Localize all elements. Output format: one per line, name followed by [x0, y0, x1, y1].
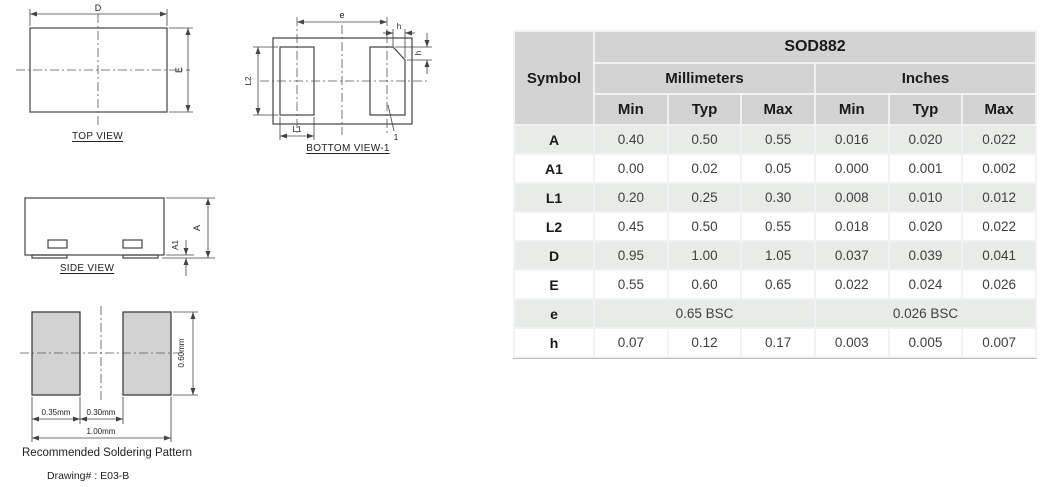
- millimeters-header-cell: Millimeters: [595, 64, 814, 93]
- inches-header-cell: Inches: [816, 64, 1035, 93]
- value-cell: 0.012: [963, 184, 1035, 211]
- value-cell: 0.65: [742, 271, 814, 298]
- dim-label-D: D: [94, 3, 102, 13]
- value-cell: 0.20: [595, 184, 667, 211]
- value-cell: 0.005: [890, 329, 962, 356]
- value-cell: 0.022: [816, 271, 888, 298]
- dim-label-h-top: h: [396, 22, 402, 31]
- dimension-e: [297, 10, 387, 22]
- dimension-D: [30, 3, 167, 26]
- value-cell: 0.25: [669, 184, 741, 211]
- drawing-number: Drawing# : E03-B: [47, 470, 130, 482]
- dim-label-E: E: [174, 66, 184, 74]
- value-cell: 0.039: [890, 242, 962, 269]
- table-row: [515, 213, 1035, 240]
- value-cell: 0.022: [963, 126, 1035, 153]
- foot-right: [123, 255, 158, 258]
- package-body-outline: [25, 198, 164, 255]
- value-cell-span: 0.026 BSC: [816, 300, 1035, 327]
- value-cell: 0.60: [669, 271, 741, 298]
- table-row: [515, 271, 1035, 298]
- value-cell: 0.037: [816, 242, 888, 269]
- value-cell: 0.008: [816, 184, 888, 211]
- value-cell: 0.007: [963, 329, 1035, 356]
- value-cell: 0.003: [816, 329, 888, 356]
- value-cell: 1.00: [669, 242, 741, 269]
- typ-header-cell: Typ: [890, 95, 962, 124]
- value-cell: 0.001: [890, 155, 962, 182]
- value-cell: 0.55: [595, 271, 667, 298]
- symbol-cell: D: [515, 242, 593, 269]
- value-cell: 0.024: [890, 271, 962, 298]
- typ-header-cell: Typ: [669, 95, 741, 124]
- table-row: [515, 184, 1035, 211]
- dim-label-L2: L2: [244, 76, 253, 86]
- symbol-cell: e: [515, 300, 593, 327]
- symbol-cell: A: [515, 126, 593, 153]
- dim-label-e: e: [339, 10, 345, 20]
- max-header-cell: Max: [742, 95, 814, 124]
- max-header-cell: Max: [963, 95, 1035, 124]
- table-row: [515, 155, 1035, 182]
- dim-label-pad-height: 0.60mm: [177, 338, 186, 368]
- value-cell: 1.05: [742, 242, 814, 269]
- value-cell: 0.000: [816, 155, 888, 182]
- value-cell: 0.002: [963, 155, 1035, 182]
- solder-pad-left: [32, 312, 80, 395]
- table-title-row: [515, 32, 1035, 62]
- value-cell: 0.55: [742, 213, 814, 240]
- table-subheader-row: [515, 95, 1035, 124]
- table-row: [515, 329, 1035, 356]
- value-cell: 0.010: [890, 184, 962, 211]
- value-cell: 0.07: [595, 329, 667, 356]
- table-row: [515, 126, 1035, 153]
- value-cell: 0.020: [890, 213, 962, 240]
- value-cell: 0.026: [963, 271, 1035, 298]
- dimension-h-right: [395, 33, 432, 74]
- dim-label-L1: L1: [292, 125, 302, 134]
- dim-label-gap: 0.30mm: [86, 408, 116, 417]
- value-cell: 0.50: [669, 213, 741, 240]
- value-cell: 0.022: [963, 213, 1035, 240]
- value-cell: 0.95: [595, 242, 667, 269]
- dimension-pad-width: [32, 408, 80, 419]
- value-cell: 0.55: [742, 126, 814, 153]
- soldering-pattern-caption: Recommended Soldering Pattern: [22, 447, 193, 459]
- value-cell: 0.020: [890, 126, 962, 153]
- symbol-cell: L1: [515, 184, 593, 211]
- value-cell: 0.02: [669, 155, 741, 182]
- table-row: [515, 300, 1035, 327]
- foot-left: [32, 255, 67, 258]
- top-view-drawing: [10, 2, 210, 132]
- table-units-row: [515, 64, 1035, 93]
- min-header-cell: Min: [595, 95, 667, 124]
- dimension-A: [162, 198, 215, 258]
- dimension-table: [513, 30, 1037, 359]
- pin1-label: 1: [393, 133, 399, 142]
- value-cell-span: 0.65 BSC: [595, 300, 814, 327]
- value-cell: 0.45: [595, 213, 667, 240]
- dim-label-total-width: 1.00mm: [86, 427, 116, 436]
- value-cell: 0.00: [595, 155, 667, 182]
- bottom-view-drawing: [240, 3, 455, 143]
- solder-pad-right: [123, 312, 171, 395]
- value-cell: 0.041: [963, 242, 1035, 269]
- dimension-table-container: [513, 30, 1037, 359]
- value-cell: 0.12: [669, 329, 741, 356]
- symbol-cell: A1: [515, 155, 593, 182]
- symbol-header-cell: Symbol: [515, 32, 593, 124]
- value-cell: 0.50: [669, 126, 741, 153]
- package-title-cell: SOD882: [595, 32, 1035, 62]
- min-header-cell: Min: [816, 95, 888, 124]
- top-view-caption: TOP VIEW: [72, 131, 123, 142]
- bottom-view-caption: BOTTOM VIEW-1: [306, 143, 390, 154]
- dimension-h-top: [383, 22, 415, 58]
- symbol-cell: h: [515, 329, 593, 356]
- value-cell: 0.17: [742, 329, 814, 356]
- dim-label-pad-width: 0.35mm: [41, 408, 71, 417]
- table-row: [515, 242, 1035, 269]
- dim-label-h-right: h: [414, 50, 423, 56]
- value-cell: 0.05: [742, 155, 814, 182]
- value-cell: 0.016: [816, 126, 888, 153]
- dimension-total-width: [32, 427, 171, 438]
- dimension-pad-height: [173, 312, 198, 395]
- symbol-cell: L2: [515, 213, 593, 240]
- soldering-pattern-drawing: [12, 300, 217, 448]
- value-cell: 0.40: [595, 126, 667, 153]
- dim-label-A1: A1: [171, 240, 180, 250]
- side-view-caption: SIDE VIEW: [59, 263, 115, 274]
- dimension-gap: [80, 408, 123, 419]
- terminal-right: [123, 240, 142, 248]
- value-cell: 0.30: [742, 184, 814, 211]
- dim-label-A: A: [192, 224, 202, 232]
- symbol-cell: E: [515, 271, 593, 298]
- terminal-left: [48, 240, 67, 248]
- value-cell: 0.018: [816, 213, 888, 240]
